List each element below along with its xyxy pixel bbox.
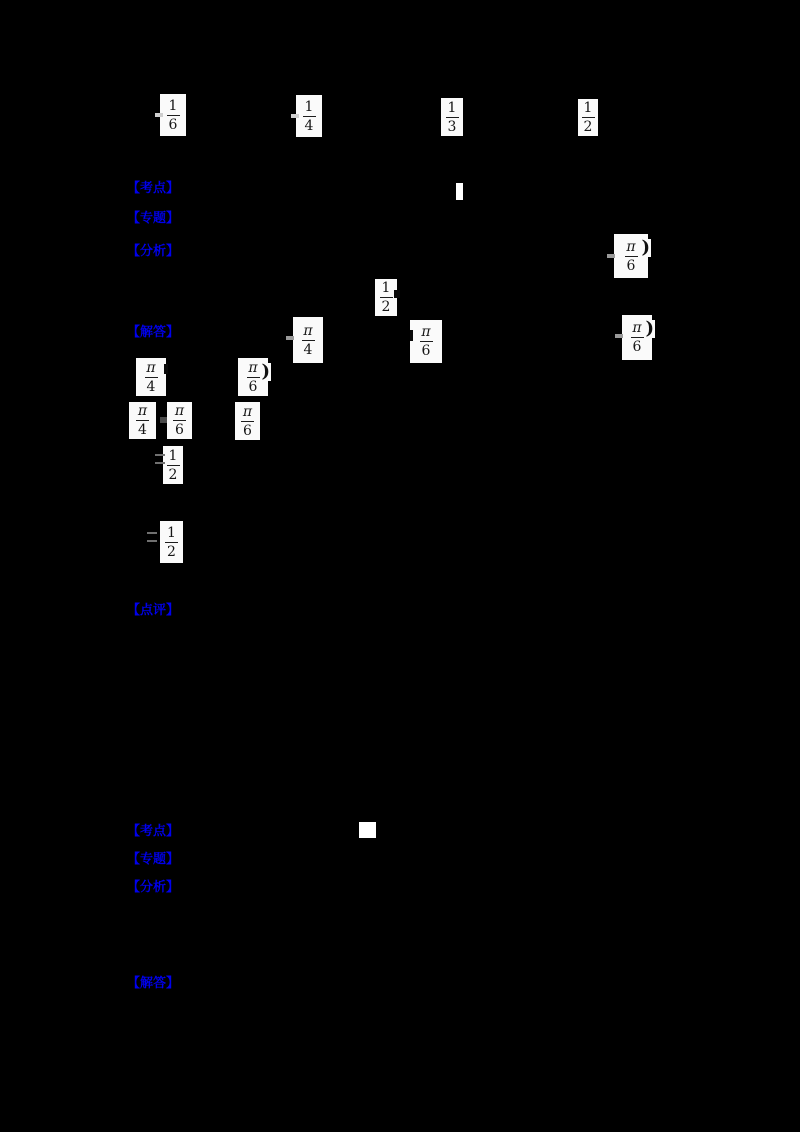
fraction-denominator: 6 bbox=[421, 343, 431, 359]
fraction-denominator: 4 bbox=[303, 341, 313, 358]
fraction-bar-artifact bbox=[286, 336, 294, 340]
fraction-numerator: 1 bbox=[168, 447, 178, 464]
equals-artifact bbox=[147, 532, 157, 542]
text-artifact bbox=[394, 290, 400, 298]
formula-one-half bbox=[163, 446, 183, 484]
option-b-fraction bbox=[296, 95, 322, 137]
fraction-numerator: π bbox=[421, 324, 431, 340]
fraction-bar-artifact bbox=[291, 114, 299, 118]
label-analysis[interactable]: 【分析】 bbox=[127, 243, 180, 258]
fraction-numerator: π bbox=[626, 238, 636, 255]
label-solution[interactable]: 【解答】 bbox=[127, 324, 180, 339]
fraction-denominator: 6 bbox=[168, 116, 178, 133]
fraction-bar-artifact bbox=[155, 113, 163, 117]
fraction-denominator: 2 bbox=[583, 119, 593, 135]
fraction-bar bbox=[582, 117, 595, 118]
fraction-numerator: π bbox=[248, 359, 258, 376]
formula-pi-over-6 bbox=[167, 402, 192, 439]
fraction-bar bbox=[446, 117, 459, 118]
formula-pi-over-4 bbox=[129, 402, 156, 439]
equals-artifact bbox=[155, 454, 165, 464]
formula-pi-over-6 bbox=[622, 315, 652, 360]
fraction-bar bbox=[145, 377, 158, 378]
text-artifact bbox=[164, 364, 168, 374]
fraction-numerator: 1 bbox=[583, 100, 593, 116]
formula-one-half bbox=[375, 279, 397, 316]
label-solution-2[interactable]: 【解答】 bbox=[127, 975, 180, 990]
fraction-numerator: 1 bbox=[304, 98, 314, 115]
fraction-denominator: 2 bbox=[168, 466, 178, 483]
option-c-fraction bbox=[441, 98, 463, 136]
fraction-denominator: 2 bbox=[167, 543, 176, 560]
fraction-denominator: 6 bbox=[175, 422, 184, 438]
formula-pi-over-6 bbox=[238, 358, 268, 396]
fraction-bar bbox=[173, 420, 186, 421]
fraction-bar bbox=[631, 337, 644, 338]
blank-image-artifact bbox=[359, 822, 376, 838]
fraction-numerator: 1 bbox=[381, 280, 391, 296]
formula-pi-over-6 bbox=[410, 320, 442, 363]
paren-artifact: ) bbox=[641, 237, 650, 258]
fraction-denominator: 3 bbox=[447, 118, 457, 135]
option-d-fraction bbox=[578, 99, 598, 136]
fraction-denominator: 4 bbox=[146, 378, 156, 395]
label-exam-points-2[interactable]: 【考点】 bbox=[127, 823, 180, 838]
fraction-numerator: π bbox=[174, 403, 185, 419]
fraction-bar bbox=[167, 465, 180, 466]
fraction-numerator: π bbox=[242, 403, 253, 420]
fraction-bar-artifact bbox=[615, 334, 623, 338]
fraction-bar-artifact bbox=[607, 254, 615, 258]
paren-artifact: ) bbox=[645, 318, 654, 339]
fraction-numerator: π bbox=[303, 322, 313, 339]
formula-pi-over-4 bbox=[293, 317, 323, 363]
fraction-bar bbox=[247, 377, 260, 378]
label-comment[interactable]: 【点评】 bbox=[127, 602, 180, 617]
fraction-bar bbox=[241, 421, 254, 422]
fraction-bar bbox=[625, 256, 638, 257]
label-topic[interactable]: 【专题】 bbox=[127, 210, 180, 225]
fraction-bar bbox=[302, 340, 315, 341]
label-analysis-2[interactable]: 【分析】 bbox=[127, 879, 180, 894]
label-topic-2[interactable]: 【专题】 bbox=[127, 851, 180, 866]
blank-image-artifact bbox=[456, 183, 463, 200]
fraction-bar bbox=[380, 297, 393, 298]
fraction-denominator: 4 bbox=[304, 117, 314, 134]
formula-pi-over-6 bbox=[614, 234, 648, 278]
label-exam-points[interactable]: 【考点】 bbox=[127, 180, 180, 195]
fraction-bar bbox=[167, 115, 180, 116]
fraction-bar bbox=[165, 542, 178, 543]
paren-artifact: ) bbox=[261, 361, 270, 382]
fraction-bar bbox=[136, 420, 149, 421]
fraction-denominator: 4 bbox=[138, 422, 147, 438]
text-artifact bbox=[410, 330, 413, 341]
fraction-denominator: 6 bbox=[248, 378, 258, 395]
fraction-denominator: 2 bbox=[381, 299, 391, 315]
formula-pi-over-6 bbox=[235, 402, 260, 440]
fraction-denominator: 6 bbox=[632, 339, 642, 355]
option-a-fraction bbox=[160, 94, 186, 136]
fraction-numerator: π bbox=[137, 403, 148, 419]
formula-pi-over-4 bbox=[136, 358, 166, 396]
fraction-numerator: 1 bbox=[447, 99, 457, 116]
fraction-bar bbox=[420, 341, 433, 342]
fraction-denominator: 6 bbox=[243, 422, 252, 439]
fraction-numerator: 1 bbox=[167, 524, 176, 541]
text-artifact bbox=[160, 417, 167, 423]
fraction-numerator: π bbox=[146, 359, 156, 376]
fraction-denominator: 6 bbox=[626, 257, 636, 274]
fraction-numerator: π bbox=[632, 320, 642, 336]
fraction-numerator: 1 bbox=[168, 97, 178, 114]
formula-one-half bbox=[160, 521, 183, 563]
fraction-bar bbox=[303, 116, 316, 117]
